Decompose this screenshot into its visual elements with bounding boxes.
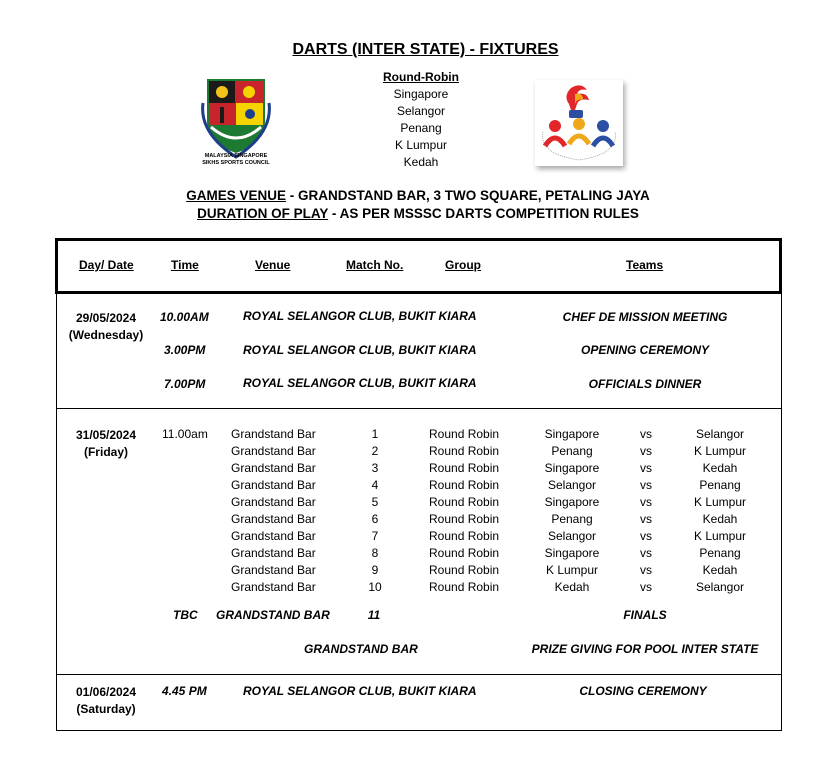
event-time: 3.00PM (164, 343, 206, 357)
match-away-team: K Lumpur (693, 444, 747, 458)
match-venue: Grandstand Bar (231, 529, 316, 543)
match-row (0, 427, 826, 444)
day1-weekday: (Wednesday) (68, 328, 144, 342)
closing-venue: ROYAL SELANGOR CLUB, BUKIT KIARA (243, 684, 477, 698)
match-home-team: Singapore (544, 495, 600, 509)
match-row (0, 444, 826, 461)
match-group: Round Robin (429, 478, 500, 492)
match-number: 3 (371, 461, 379, 475)
match-venue: Grandstand Bar (231, 427, 316, 441)
match-row (0, 529, 826, 546)
prize-event: PRIZE GIVING FOR POOL INTER STATE (531, 642, 759, 656)
day3-date: 01/06/2024 (75, 685, 137, 699)
header-time: Time (171, 258, 199, 272)
match-number: 4 (371, 478, 379, 492)
day3-weekday: (Saturday) (76, 702, 136, 716)
duration-line (0, 206, 826, 221)
match-row (0, 512, 826, 529)
match-venue: Grandstand Bar (231, 546, 316, 560)
match-venue: Grandstand Bar (231, 444, 316, 458)
match-vs: vs (640, 529, 652, 543)
match-number: 1 (371, 427, 379, 441)
day1-date: 29/05/2024 (75, 311, 137, 325)
match-row (0, 478, 826, 495)
match-group: Round Robin (429, 580, 500, 594)
event-name: OFFICIALS DINNER (588, 377, 702, 391)
match-vs: vs (640, 444, 652, 458)
section-divider (56, 674, 782, 675)
crest-caption-line2: SIKHS SPORTS COUNCIL (202, 160, 270, 166)
closing-event: CLOSING CEREMONY (579, 684, 707, 698)
match-row (0, 495, 826, 512)
games-venue-text: - GRANDSTAND BAR, 3 TWO SQUARE, PETALING JAYA (285, 188, 650, 203)
match-vs: vs (640, 478, 652, 492)
match-row (0, 563, 826, 580)
match-vs: vs (640, 512, 652, 526)
match-row (0, 580, 826, 597)
match-away-team: Selangor (695, 427, 745, 441)
match-home-team: K Lumpur (545, 563, 599, 577)
match-vs: vs (640, 495, 652, 509)
match-number: 6 (371, 512, 379, 526)
match-home-team: Penang (551, 444, 593, 458)
match-away-team: K Lumpur (693, 495, 747, 509)
day1-date-cell (56, 310, 156, 344)
match-group: Round Robin (429, 529, 500, 543)
match-home-team: Kedah (554, 580, 590, 594)
duration-text: - AS PER MSSSC DARTS COMPETITION RULES (328, 206, 639, 221)
section-divider (56, 408, 782, 409)
match-home-team: Selangor (547, 478, 597, 492)
event-time: 10.00AM (160, 310, 209, 324)
match-venue: Grandstand Bar (231, 461, 316, 475)
page-title: DARTS (INTER STATE) - FIXTURES (292, 41, 559, 58)
match-home-team: Singapore (544, 461, 600, 475)
match-number: 9 (371, 563, 379, 577)
header-match-no: Match No. (346, 258, 404, 272)
match-group: Round Robin (429, 444, 500, 458)
match-group: Round Robin (429, 546, 500, 560)
match-venue: Grandstand Bar (231, 478, 316, 492)
match-group: Round Robin (429, 461, 500, 475)
match-away-team: Selangor (695, 580, 745, 594)
finals-match-no: 11 (367, 608, 381, 622)
duration-label: DURATION OF PLAY (197, 206, 329, 221)
round-robin-team: Kedah (403, 155, 439, 169)
match-vs: vs (640, 427, 652, 441)
match-number: 2 (371, 444, 379, 458)
finals-time: TBC (173, 608, 198, 622)
day3-date-cell (56, 684, 156, 718)
header-teams: Teams (626, 258, 664, 272)
event-time: 7.00PM (164, 377, 206, 391)
match-venue: Grandstand Bar (231, 512, 316, 526)
day2-weekday: (Friday) (83, 445, 128, 459)
crest-caption-line1: MALAYSIA SINGAPORE (204, 153, 268, 159)
finals-venue: GRANDSTAND BAR (216, 608, 330, 622)
round-robin-team: Selangor (396, 104, 446, 118)
match-home-team: Selangor (547, 529, 597, 543)
match-venue: Grandstand Bar (231, 580, 316, 594)
round-robin-team: Penang (400, 121, 442, 135)
games-venue-label: GAMES VENUE (186, 188, 286, 203)
match-vs: vs (640, 580, 652, 594)
match-vs: vs (640, 546, 652, 560)
match-away-team: Penang (699, 546, 741, 560)
prize-venue: GRANDSTAND BAR (304, 642, 418, 656)
games-torch-logo (535, 80, 623, 166)
match-home-team: Singapore (544, 546, 600, 560)
match-away-team: Kedah (702, 512, 738, 526)
match-number: 10 (368, 580, 382, 594)
council-crest-logo (195, 73, 277, 165)
match-home-team: Singapore (544, 427, 600, 441)
event-venue: ROYAL SELANGOR CLUB, BUKIT KIARA (243, 309, 477, 323)
match-group: Round Robin (429, 495, 500, 509)
round-robin-team: K Lumpur (394, 138, 448, 152)
day2-date: 31/05/2024 (75, 428, 137, 442)
round-robin-title: Round-Robin (383, 70, 459, 84)
round-robin-team: Singapore (393, 87, 449, 101)
closing-time: 4.45 PM (162, 684, 207, 698)
match-away-team: K Lumpur (693, 529, 747, 543)
match-vs: vs (640, 461, 652, 475)
match-number: 7 (371, 529, 379, 543)
event-venue: ROYAL SELANGOR CLUB, BUKIT KIARA (243, 343, 477, 357)
games-venue-line (0, 188, 826, 203)
match-group: Round Robin (429, 512, 500, 526)
header-venue: Venue (255, 258, 291, 272)
match-group: Round Robin (429, 427, 500, 441)
event-name: CHEF DE MISSION MEETING (562, 310, 728, 324)
match-home-team: Penang (551, 512, 593, 526)
match-row (0, 461, 826, 478)
match-vs: vs (640, 563, 652, 577)
match-row (0, 546, 826, 563)
match-venue: Grandstand Bar (231, 563, 316, 577)
match-away-team: Kedah (702, 563, 738, 577)
match-away-team: Kedah (702, 461, 738, 475)
match-number: 5 (371, 495, 379, 509)
finals-event: FINALS (623, 608, 667, 622)
match-group: Round Robin (429, 563, 500, 577)
match-number: 8 (371, 546, 379, 560)
event-venue: ROYAL SELANGOR CLUB, BUKIT KIARA (243, 376, 477, 390)
event-name: OPENING CEREMONY (580, 343, 709, 357)
table-header-box (55, 238, 782, 294)
header-group: Group (445, 258, 481, 272)
match-away-team: Penang (699, 478, 741, 492)
match-time: 11.00am (162, 427, 208, 441)
header-day-date: Day/ Date (79, 258, 134, 272)
match-venue: Grandstand Bar (231, 495, 316, 509)
